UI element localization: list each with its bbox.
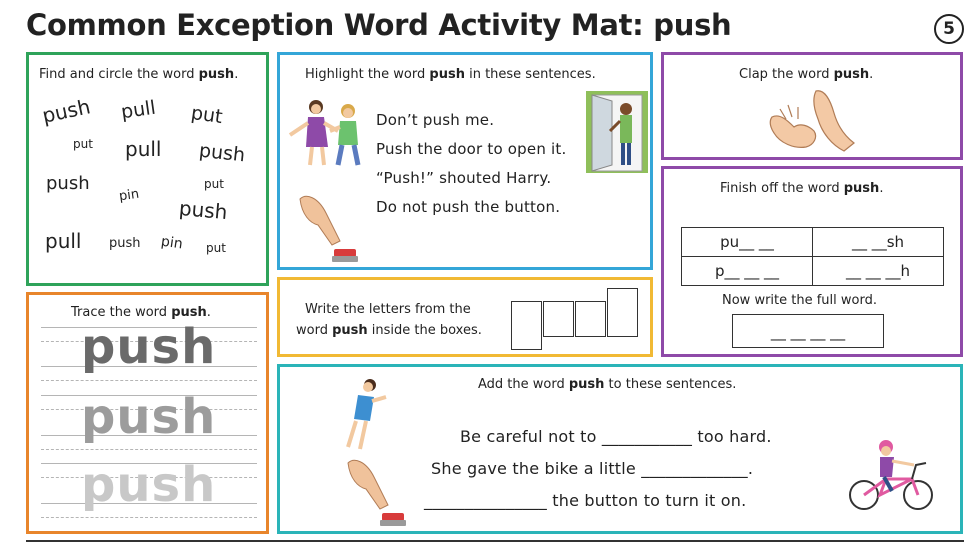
highlight-sentence[interactable]: Don’t push me. bbox=[376, 111, 495, 129]
line2-text: word bbox=[296, 323, 333, 338]
letter-box-h[interactable] bbox=[607, 288, 638, 337]
clap-panel bbox=[661, 52, 963, 160]
find-circle-panel bbox=[26, 52, 269, 286]
heading-text-end: to these sentences. bbox=[604, 377, 737, 392]
search-word[interactable]: put bbox=[206, 241, 226, 255]
heading-punct: . bbox=[879, 181, 884, 196]
write-letters-line1: Write the letters from the bbox=[305, 302, 471, 317]
heading-word: push bbox=[198, 67, 235, 82]
finish-word-heading bbox=[720, 181, 883, 196]
page-number-badge: 5 bbox=[934, 14, 964, 44]
clap-heading bbox=[739, 67, 873, 82]
write-letters-line2 bbox=[296, 323, 482, 338]
trace-word[interactable]: push bbox=[81, 457, 217, 513]
highlight-sentence[interactable]: “Push!” shouted Harry. bbox=[376, 169, 552, 187]
heading-punct: . bbox=[234, 67, 239, 82]
search-word[interactable]: push bbox=[109, 236, 141, 251]
guideline bbox=[41, 449, 257, 450]
add-word-panel bbox=[277, 364, 963, 534]
add-word-sentence[interactable]: She gave the bike a little _____________. bbox=[431, 459, 754, 478]
highlight-heading bbox=[305, 67, 596, 82]
search-word[interactable]: pull bbox=[45, 229, 82, 253]
heading-text: Clap the word bbox=[739, 67, 834, 82]
search-word[interactable]: pin bbox=[159, 233, 184, 253]
search-word[interactable]: push bbox=[197, 139, 247, 167]
word-part-cell[interactable]: p__ __ __ bbox=[682, 257, 813, 286]
girl-pushing-illustration bbox=[346, 377, 390, 451]
search-word[interactable]: push bbox=[178, 195, 229, 225]
heading-word: push bbox=[843, 181, 880, 196]
page-title: Common Exception Word Activity Mat: push bbox=[26, 8, 732, 42]
heading-text: Find and circle the word bbox=[39, 67, 199, 82]
heading-punct: . bbox=[206, 305, 211, 320]
full-word-box[interactable]: __ __ __ __ bbox=[732, 314, 884, 348]
girl-on-bike-illustration bbox=[846, 439, 938, 513]
heading-text: Finish off the word bbox=[720, 181, 844, 196]
word-part-cell[interactable]: __ __sh bbox=[813, 228, 944, 257]
search-word[interactable]: push bbox=[40, 94, 93, 128]
search-word[interactable]: pin bbox=[118, 186, 141, 205]
add-word-sentence[interactable]: _______________ the button to turn it on. bbox=[424, 491, 747, 510]
trace-panel bbox=[26, 292, 269, 534]
find-circle-heading bbox=[39, 67, 238, 82]
children-pushing-illustration bbox=[288, 97, 374, 169]
full-word-label: Now write the full word. bbox=[722, 293, 877, 308]
search-word[interactable]: pull bbox=[125, 137, 162, 161]
search-word[interactable]: put bbox=[204, 177, 224, 191]
highlight-panel bbox=[277, 52, 653, 270]
add-word-sentence[interactable]: Be careful not to ___________ too hard. bbox=[460, 427, 772, 446]
add-word-heading bbox=[478, 377, 736, 392]
highlight-sentence[interactable]: Do not push the button. bbox=[376, 198, 561, 216]
door-illustration bbox=[586, 91, 648, 173]
letter-box-s[interactable] bbox=[575, 301, 606, 337]
word-part-cell[interactable]: pu__ __ bbox=[682, 228, 813, 257]
trace-heading bbox=[71, 305, 211, 320]
finger-button-illustration bbox=[344, 455, 406, 531]
guideline bbox=[41, 517, 257, 518]
heading-word: push bbox=[171, 305, 207, 320]
heading-word: push bbox=[833, 67, 870, 82]
finish-word-panel bbox=[661, 166, 963, 357]
heading-word: push bbox=[429, 67, 465, 82]
line2-text-end: inside the boxes. bbox=[367, 323, 482, 338]
highlight-sentence[interactable]: Push the door to open it. bbox=[376, 140, 567, 158]
heading-text: Trace the word bbox=[71, 305, 172, 320]
finger-button-illustration bbox=[296, 191, 358, 267]
letter-box-u[interactable] bbox=[543, 301, 574, 337]
word-parts-table bbox=[681, 227, 944, 286]
letter-box-p[interactable] bbox=[511, 301, 542, 350]
trace-word[interactable]: push bbox=[81, 389, 217, 445]
write-letters-panel bbox=[277, 277, 653, 357]
heading-text: Highlight the word bbox=[305, 67, 430, 82]
heading-text: Add the word bbox=[478, 377, 569, 392]
word-part-cell[interactable]: __ __ __h bbox=[813, 257, 944, 286]
line2-word: push bbox=[332, 323, 368, 338]
search-word[interactable]: put bbox=[73, 137, 93, 151]
bottom-rule bbox=[26, 540, 964, 542]
heading-text-end: in these sentences. bbox=[464, 67, 596, 82]
trace-word[interactable]: push bbox=[81, 319, 217, 375]
heading-punct: . bbox=[869, 67, 874, 82]
clapping-hands-icon bbox=[768, 87, 858, 153]
search-word[interactable]: put bbox=[189, 101, 224, 129]
search-word[interactable]: push bbox=[46, 173, 90, 194]
guideline bbox=[41, 380, 257, 381]
heading-word: push bbox=[568, 377, 605, 392]
search-word[interactable]: pull bbox=[119, 96, 158, 124]
